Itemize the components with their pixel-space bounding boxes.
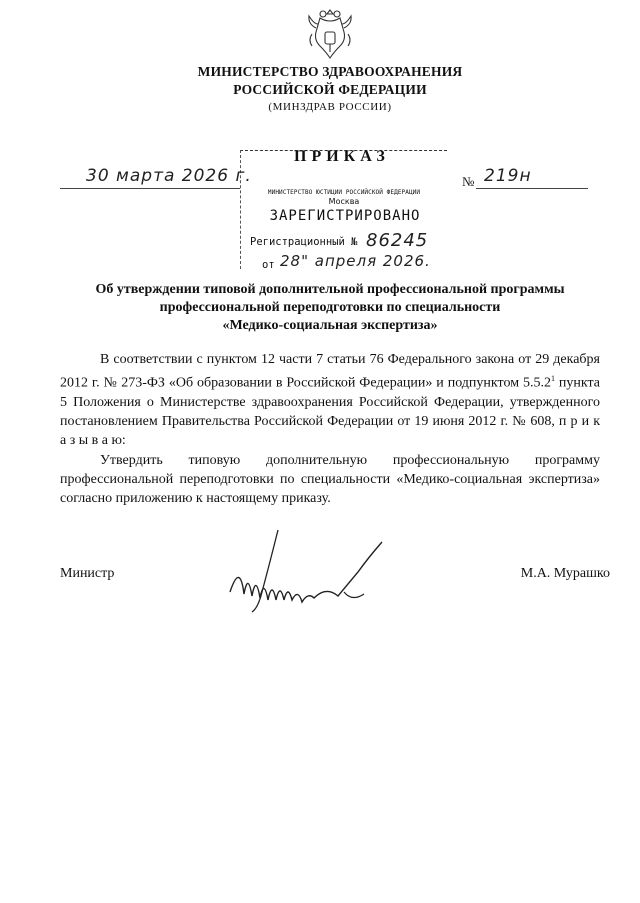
heading-line2: профессиональной переподготовки по специальности <box>159 300 501 315</box>
ministry-short-name: (МИНЗДРАВ РОССИИ) <box>268 101 392 113</box>
signatory-position: Министр <box>60 566 115 581</box>
heading-line1: Об утверждении типовой дополнительной профессиональной программы <box>95 282 565 297</box>
order-number-line <box>476 188 588 189</box>
heading-line3: «Медико-социальная экспертиза» <box>222 318 438 333</box>
body-paragraph-1: В соответствии с пунктом 12 части 7 статьи 76 Федерального закона от 29 декабря 2012 г. № 273-ФЗ «Об образовании в Российской Федерации» и подпунктом 5.5.2$^1$ пункта 5 Положения о Министерстве здравоохранения Российской Федерации, утвержденного постановлением Правительства Российской Федерации от 19 июня 2012 г. № 608, п р и к а з ы в а ю: <box>60 352 600 449</box>
handwritten-signature <box>222 522 412 614</box>
stamp-registered: ЗАРЕГИСТРИРОВАНО <box>269 208 421 224</box>
order-title: ПРИКАЗ <box>294 148 390 165</box>
stamp-reg-number: 86245 <box>366 230 429 251</box>
document-heading <box>70 281 590 335</box>
order-date: 30 марта 2026 г. <box>86 166 252 186</box>
stamp-date: 28" апреля 2026. <box>280 252 431 270</box>
stamp-organization: МИНИСТЕРСТВО ЮСТИЦИИ РОССИЙСКОЙ ФЕДЕРАЦИИ <box>267 189 421 196</box>
order-date-line <box>60 188 240 189</box>
body-paragraph-2: Утвердить типовую дополнительную профессиональную программу профессиональной переподготовки по специальности «Медико-социальная экспертиза» согласно приложению к настоящему приказу. <box>60 452 600 507</box>
emblem-icon <box>306 6 354 62</box>
stamp-city: Москва <box>328 197 360 206</box>
ministry-name-line2: РОССИЙСКОЙ ФЕДЕРАЦИИ <box>233 82 427 97</box>
ministry-name-line1: МИНИСТЕРСТВО ЗДРАВООХРАНЕНИЯ <box>197 64 463 79</box>
stamp-reg-label: Регистрационный № <box>250 236 358 248</box>
order-number: 219н <box>484 166 532 186</box>
order-number-prefix: № <box>462 174 475 189</box>
stamp-date-prefix: от <box>262 259 275 271</box>
signatory-name: М.А. Мурашко <box>520 566 610 581</box>
document-body <box>60 350 600 508</box>
